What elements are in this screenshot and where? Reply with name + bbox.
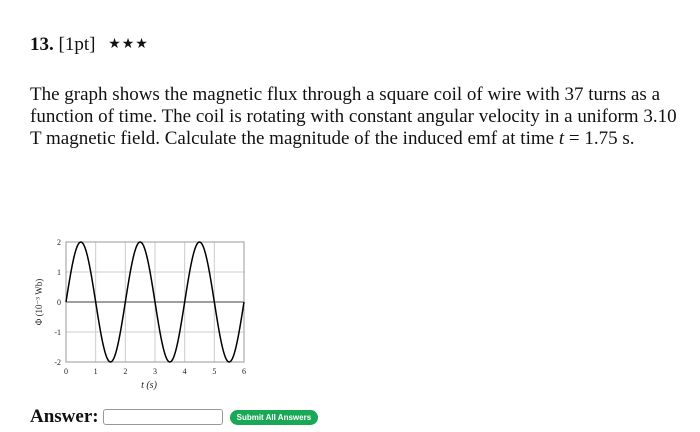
- x-tick-label: 5: [212, 367, 217, 376]
- time-symbol: t: [558, 128, 565, 149]
- x-axis-label: t (s): [141, 380, 157, 391]
- y-tick-label: 0: [57, 298, 61, 307]
- answer-label: Answer:: [30, 406, 99, 427]
- problem-text: [30, 84, 685, 150]
- y-axis-label: Φ (10⁻³ Wb): [34, 278, 44, 326]
- submit-all-answers-button[interactable]: Submit All Answers: [230, 410, 319, 425]
- y-tick-label: 1: [57, 268, 61, 277]
- question-header: [30, 34, 149, 56]
- answer-input[interactable]: [103, 409, 223, 425]
- answer-row: [30, 406, 318, 428]
- x-tick-label: 2: [123, 367, 128, 376]
- y-tick-label: -2: [54, 358, 61, 367]
- x-tick-label: 0: [64, 367, 68, 376]
- y-tick-label: 2: [57, 238, 61, 247]
- question-points: [1pt]: [58, 34, 96, 55]
- y-tick-label: -1: [54, 328, 61, 337]
- x-tick-label: 6: [242, 367, 246, 376]
- difficulty-stars: ★★★: [108, 36, 149, 52]
- x-tick-label: 3: [153, 367, 157, 376]
- flux-chart: [30, 232, 260, 402]
- problem-text-part1: The graph shows the magnetic flux through a square coil of wire with 37 turns as a function of time. The coil is rotating with constant angular velocity in a uniform 3.10 T magnetic field. Calculate the magnitude of the induced emf at time: [30, 84, 677, 149]
- x-tick-label: 1: [93, 367, 98, 376]
- question-number: 13.: [30, 34, 54, 55]
- flux-chart-svg: [30, 232, 260, 397]
- problem-text-part2: = 1.75 s.: [564, 128, 635, 149]
- x-tick-label: 4: [182, 367, 187, 376]
